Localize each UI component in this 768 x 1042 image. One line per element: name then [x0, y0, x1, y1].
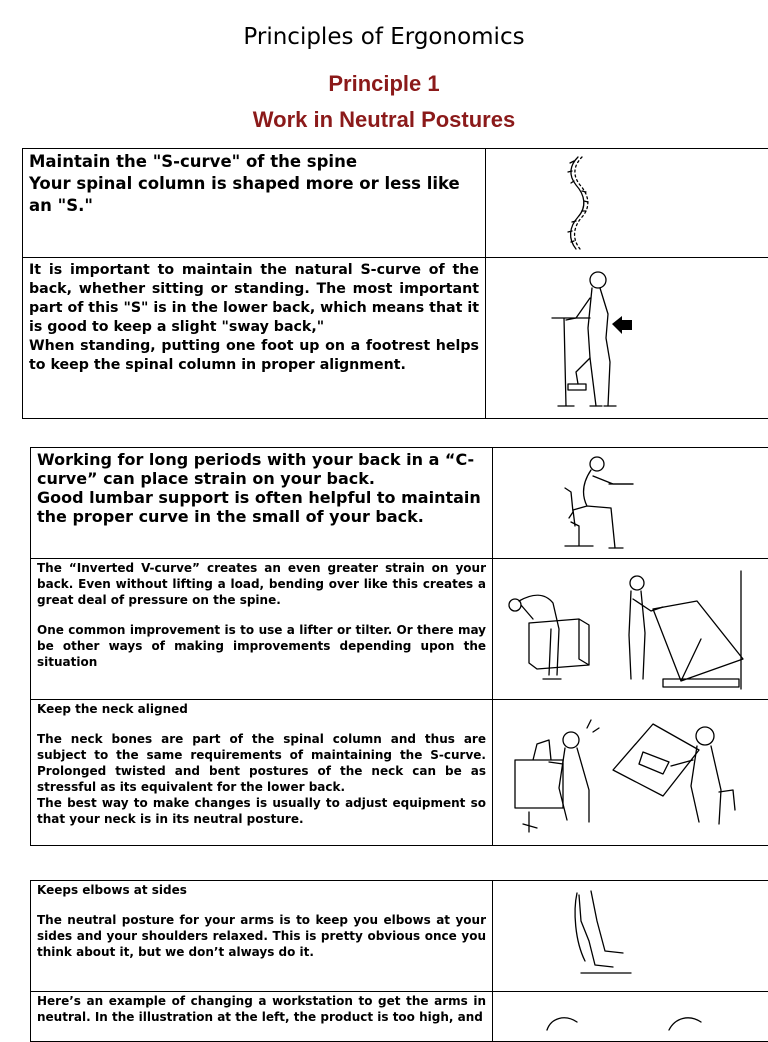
- row-text: It is important to maintain the natural S-curve of the back, whether sitting or standing. The most important part of this "S" is in the lower back, which means that it is good to keep a slight "sway back,": [29, 261, 479, 337]
- spine-illustration: [486, 149, 768, 258]
- row-text: When standing, putting one foot up on a footrest helps to keep the spinal column in proper alignment.: [29, 337, 479, 375]
- row-text: The neck bones are part of the spinal column and thus are subject to the same requirements of maintaining the S-curve. Prolonged twisted and bent postures of the neck can be as stressful as its equivalent for the lower back. The best way to make changes is usually to adjust equipment so that your neck is in its neutral posture.: [37, 731, 486, 827]
- row-text: One common improvement is to use a lifter or tilter. Or there may be other ways of making improvements depending upon the situation: [37, 622, 486, 670]
- principle-subtitle: Work in Neutral Postures: [0, 107, 768, 133]
- row-text: Keeps elbows at sides: [37, 882, 486, 898]
- row-text: Here’s an example of changing a workstation to get the arms in neutral. In the illustration at the left, the product is too high, and: [37, 993, 486, 1025]
- principle-heading: Principle 1: [0, 71, 768, 97]
- standing-footrest-illustration: [486, 258, 768, 419]
- table-row: [23, 149, 768, 258]
- table-row: [31, 448, 768, 559]
- table-row: [31, 881, 768, 992]
- row-text: Working for long periods with your back in a “C-curve” can place strain on your back.: [37, 450, 486, 488]
- workstation-change-illustration: [493, 992, 768, 1042]
- row-text: Keep the neck aligned: [37, 701, 486, 717]
- bending-and-tilter-illustration: [493, 559, 768, 700]
- row-text: The “Inverted V-curve” creates an even greater strain on your back. Even without lifting a load, bending over like this creates a great deal of pressure on the spine.: [37, 560, 486, 608]
- elbow-at-side-illustration: [493, 881, 768, 992]
- page-title: Principles of Ergonomics: [0, 24, 768, 50]
- row-heading: Maintain the "S-curve" of the spine: [29, 151, 479, 173]
- neck-posture-illustration: [493, 700, 768, 846]
- table-row: [31, 992, 768, 1042]
- elbows-table: [30, 880, 768, 1042]
- table-row: [31, 559, 768, 700]
- seated-c-curve-illustration: [493, 448, 768, 559]
- table-row: [23, 258, 768, 419]
- row-text: The neutral posture for your arms is to keep you elbows at your sides and your shoulders relaxed. This is pretty obvious once you think about it, but we don’t always do it.: [37, 912, 486, 960]
- row-text: Good lumbar support is often helpful to maintain the proper curve in the small of your back.: [37, 488, 486, 526]
- s-curve-table: [22, 148, 768, 419]
- posture-table: [30, 447, 768, 846]
- table-row: [31, 700, 768, 846]
- row-text: Your spinal column is shaped more or less like an "S.": [29, 173, 479, 217]
